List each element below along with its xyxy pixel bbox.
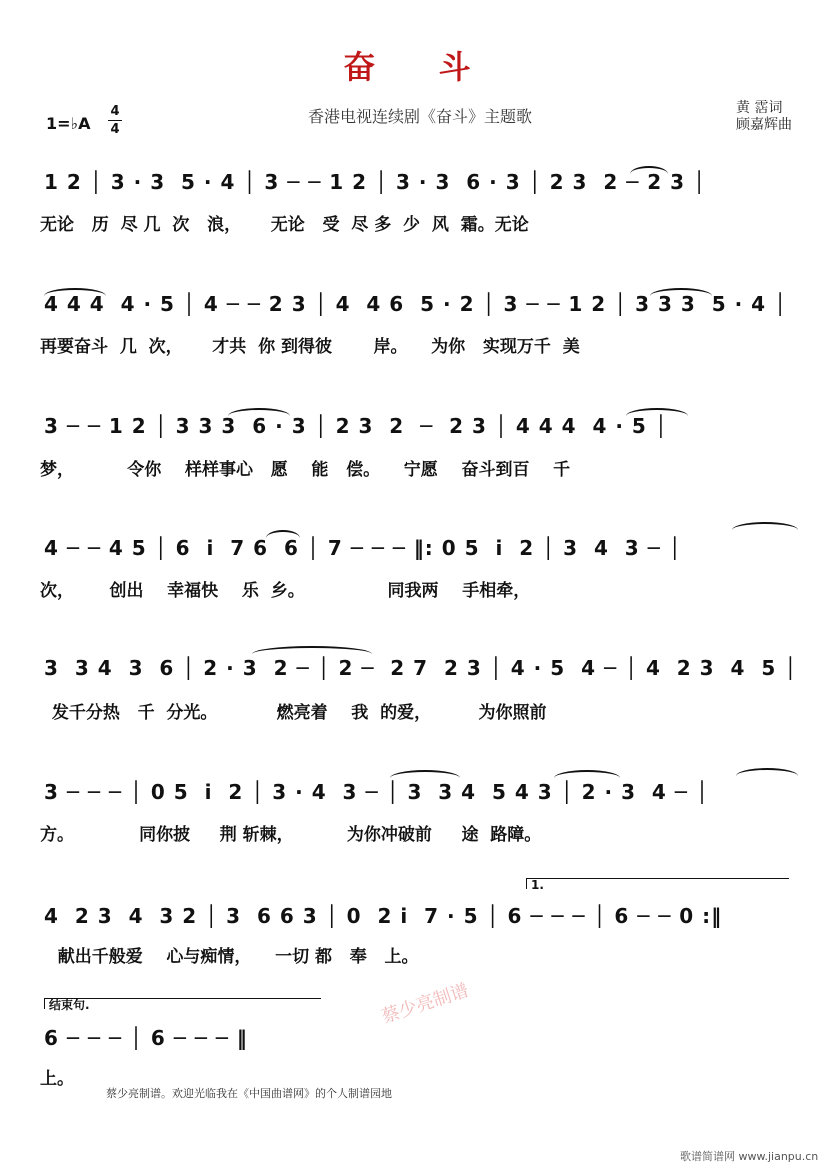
tie-mark xyxy=(736,768,798,784)
tie-mark xyxy=(390,770,460,786)
lyrics-row-7: 献出千般爱 心与痴情， 一切 都 奉 上。 xyxy=(40,947,419,967)
composer: 顾嘉辉曲 xyxy=(736,117,792,133)
notation-row-3: 3 ─ ─ 1 2 │ 3 3 3 6 · 3 │ 2 3 2 ─ 2 3 │ 4 4 4 4 · 5 │ xyxy=(44,414,668,438)
lyricist: 黄 霑词 xyxy=(736,100,783,116)
subtitle: 香港电视连续剧《奋斗》主题歌 xyxy=(307,107,532,126)
ending-bracket xyxy=(44,998,321,1012)
notation-row-7: 4 2 3 4 3 2 │ 3 6 6 3 │ 0 2 i 7 · 5 │ 6 ─ ─ ─ │ 6 ─ ─ 0 :‖ xyxy=(44,904,723,928)
notation-row-4: 4 ─ ─ 4 5 │ 6 i 7 6 6 │ 7 ─ ─ ─ ‖: 0 5 i 2 │ 3 4 3 ─ │ xyxy=(44,536,682,560)
lyrics-row-3: 梦， 令你 样样事心 愿 能 偿。 宁愿 奋斗到百 千 xyxy=(40,460,571,480)
meter-bottom: 4 xyxy=(110,122,120,137)
triplet-slur xyxy=(44,288,106,304)
lyrics-row-1: 无论 历 尽 几 次 浪， 无论 受 尽 多 少 风 霜。无论 xyxy=(40,215,529,235)
song-title: 奋 斗 xyxy=(343,48,497,86)
lyrics-row-4: 次， 创出 幸福快 乐 乡。 同我两 手相牵， xyxy=(40,581,531,601)
notation-row-5: 3 3 4 3 6 │ 2 · 3 2 ─ │ 2 ─ 2 7 2 3 │ 4 · 5 4 ─ │ 4 2 3 4 5 │ xyxy=(44,656,798,680)
triplet-slur xyxy=(626,408,688,424)
ending-label: 结束句. xyxy=(49,998,90,1012)
watermark: 蔡少亮制谱 xyxy=(379,979,472,1028)
lyrics-row-6: 方。 同你披 荆 斩棘， 为你冲破前 途 路障。 xyxy=(40,825,542,845)
slur-mark xyxy=(266,530,300,546)
lyrics-row-5: 发千分热 千 分光。 燃亮着 我 的爱， 为你照前 xyxy=(40,703,547,723)
tie-mark xyxy=(732,522,798,538)
tie-mark xyxy=(252,646,372,662)
triplet-slur xyxy=(650,288,712,304)
first-ending-bracket xyxy=(526,878,789,892)
ending-notation: 6 ─ ─ ─ │ 6 ─ ─ ─ ‖ xyxy=(44,1026,248,1050)
lyrics-row-2: 再要奋斗 几 次， 才共 你 到得彼 岸。 为你 实现万千 美 xyxy=(40,337,580,357)
notation-row-6: 3 ─ ─ ─ │ 0 5 i 2 │ 3 · 4 3 ─ │ 3 3 4 5 4 3 │ 2 · 3 4 ─ │ xyxy=(44,780,709,804)
meter-top: 4 xyxy=(110,104,120,119)
notation-row-2: 4 4 4 4 · 5 │ 4 ─ ─ 2 3 │ 4 4 6 5 · 2 │ 3 ─ ─ 1 2 │ 3 3 3 5 · 4 │ xyxy=(44,292,788,316)
credits xyxy=(736,100,792,134)
triplet-slur xyxy=(554,770,620,786)
footer-note: 蔡少亮制谱。欢迎光临我在《中国曲谱网》的个人制谱园地 xyxy=(106,1087,392,1100)
triplet-slur xyxy=(228,408,290,424)
site-credit: 歌谱简谱网 www.jianpu.cn xyxy=(680,1150,819,1163)
notation-row-1: 1 2 │ 3 · 3 5 · 4 │ 3 ─ ─ 1 2 │ 3 · 3 6 · 3 │ 2 3 2 ─ 2 3 │ xyxy=(44,170,707,194)
slur-mark xyxy=(630,166,668,182)
ending-lyrics: 上。 xyxy=(40,1069,74,1089)
key-signature: 1=♭A xyxy=(46,114,91,133)
first-ending-label: 1. xyxy=(531,878,544,892)
